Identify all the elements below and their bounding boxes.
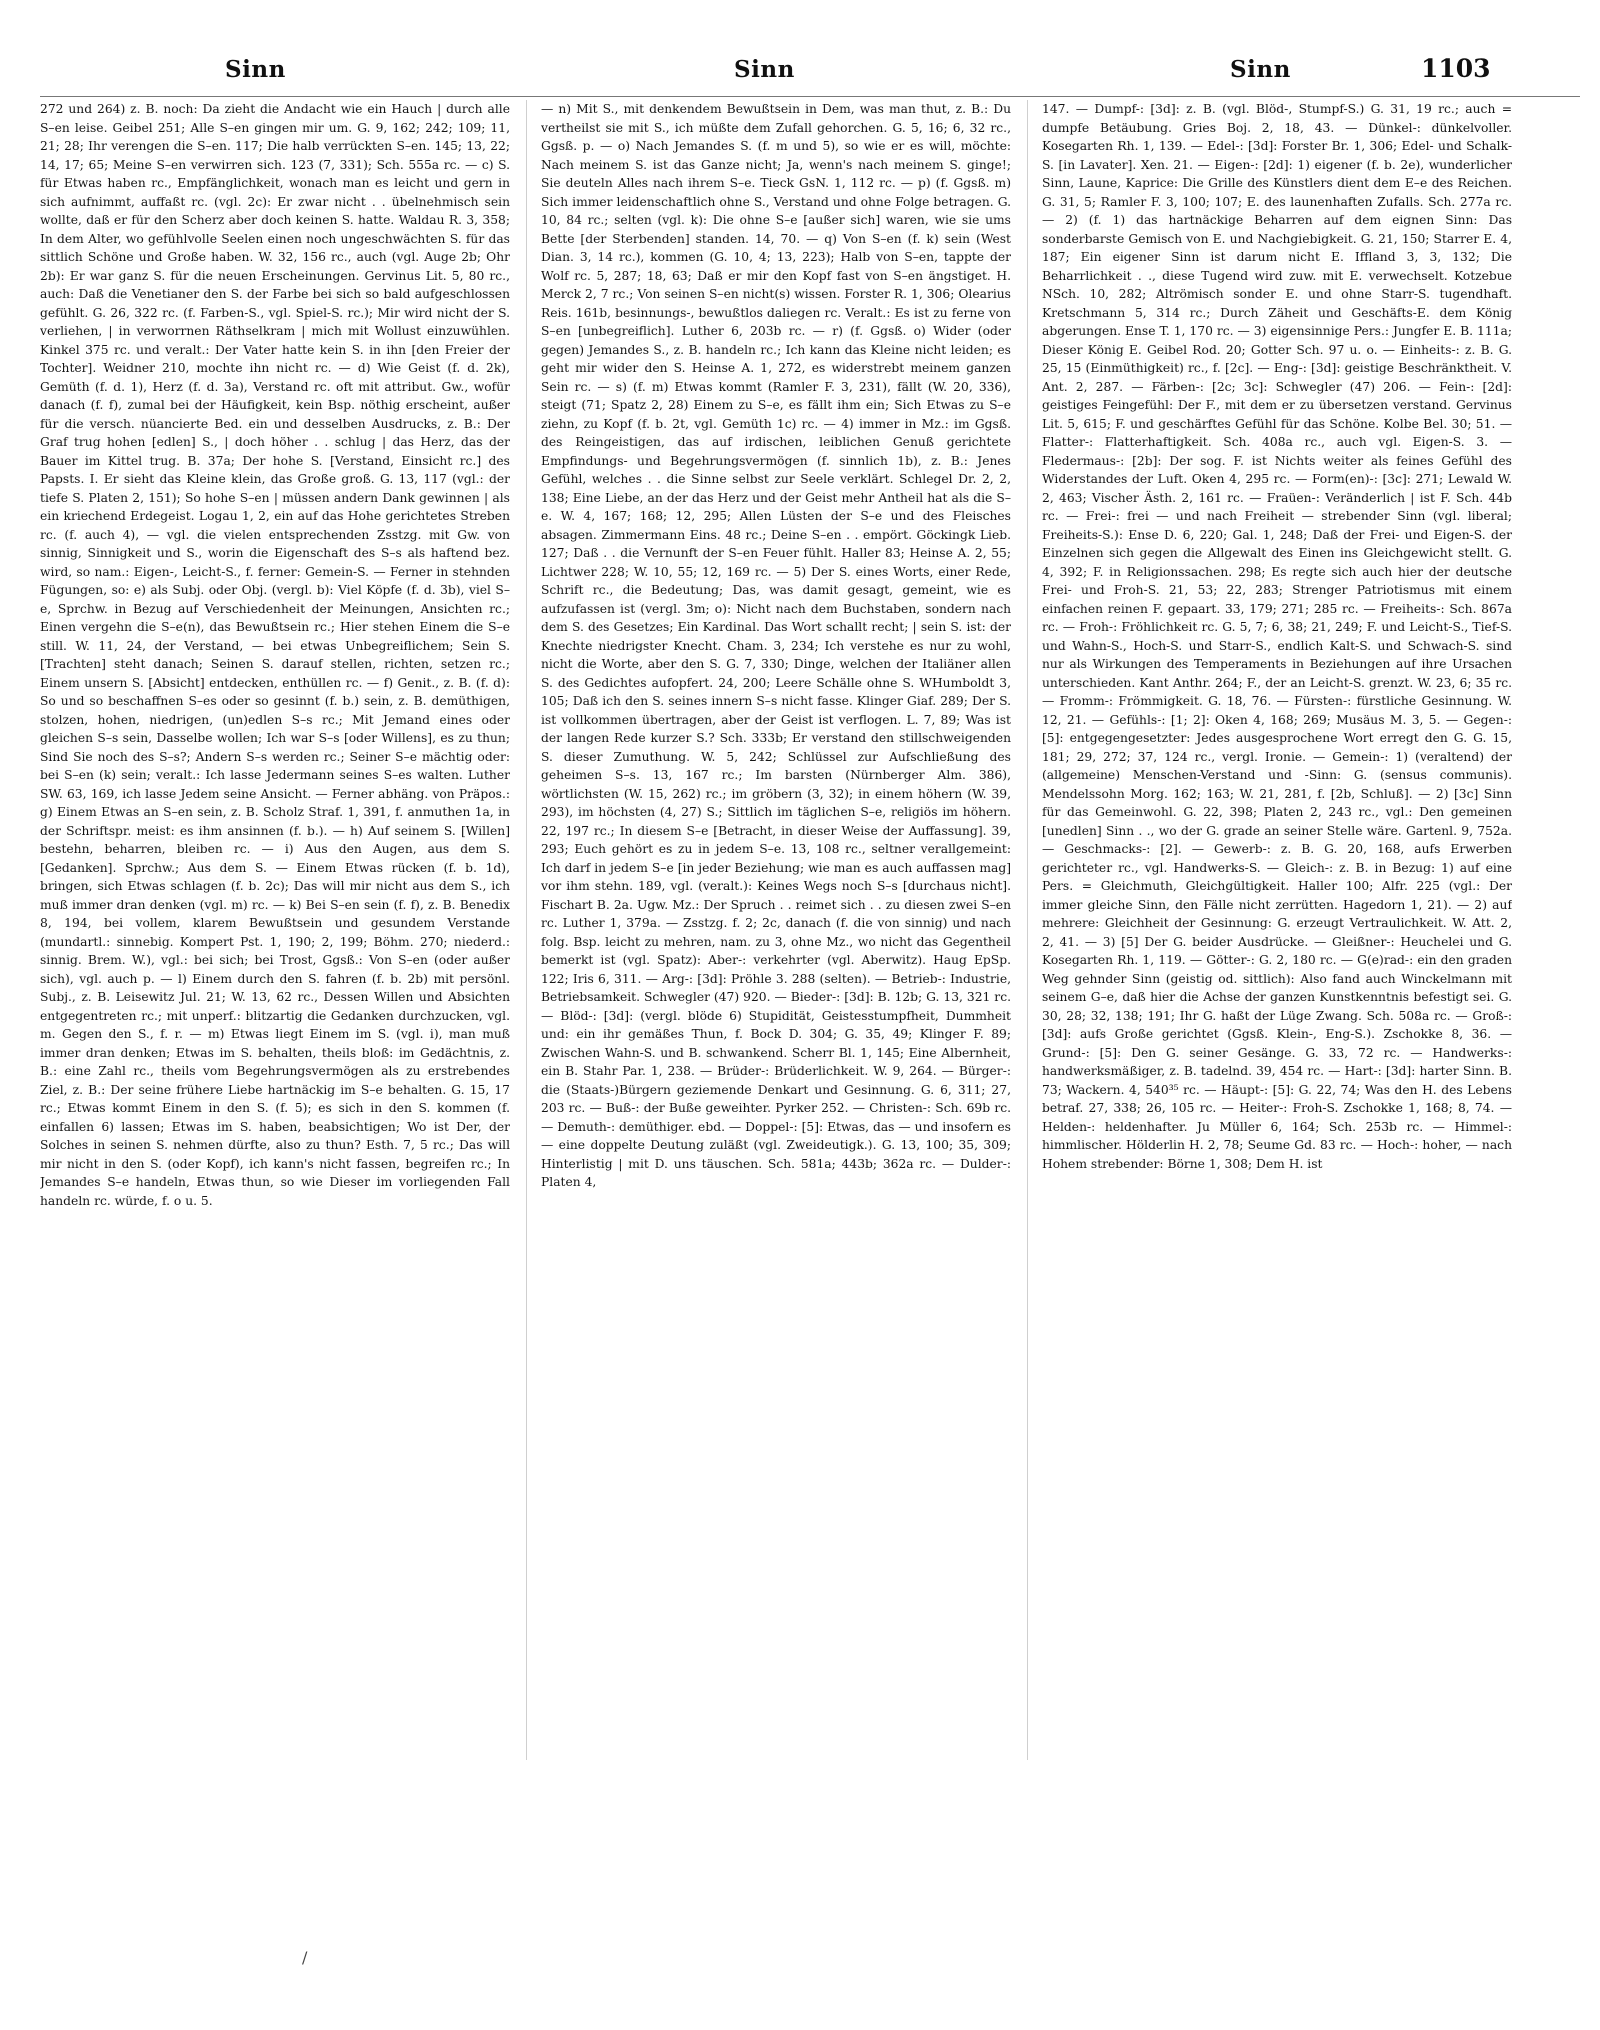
running-head-left: Sinn [225,56,286,83]
column-3-text: 147. — Dumpf-: [3d]: z. B. (vgl. Blöd-, Stumpf-S.) G. 31, 19 rc.; auch = dumpfe Betäubung. Gries Boj. 2, 18, 43. — Dünkel-: dünkelvoller. Kosegarten Rh. 1, 139. — Edel-: [3d]: Forster Br. 1, 306; Edel- und Schalk-S. [in Lavater]. Xen. 21. — Eigen-: [2d]: 1) eigener (f. b. 2e), wunderlicher Sinn, Laune, Kaprice: Die Grille des Künstlers dient dem E–e des Reichen. G. 31, 5; Ramler F. 3, 100; 107; E. des launenhaften Zufalls. Sch. 277a rc. — 2) (f. 1) das hartnäckige Beharren auf dem eignen Sinn: Das sonderbarste Gemisch von E. und Nachgiebigkeit. G. 21, 150; Starrer E. 4, 187; Ein eigener Sinn ist darum nicht E. Iffland 3, 3, 132; Die Beharrlichkeit . ., diese Tugend wird zuw. mit E. verwechselt. Kotzebue NSch. 10, 282; Altrömisch sonder E. und ohne Starr-S. tugendhaft. Kretschmann 5, 314 rc.; Durch Zäheit und Geschäfts-E. dem König abgerungen. Ense T. 1, 170 rc. — 3) eigensinnige Pers.: Jungfer E. B. 111a; Dieser König E. Geibel Rod. 20; Gotter Sch. 97 u. o. — Einheits-: z. B. G. 25, 15 (Einmüthigkeit) rc., f. [2c]. — Eng-: [3d]: geistige Beschränktheit. V. Ant. 2, 287. — Färben-: [2c; 3c]: Schwegler (47) 206. — Fein-: [2d]: geistiges Feingefühl: Der F., mit dem er zu übersetzen verstand. Gervinus Lit. 5, 615; F. und geschärftes Gefühl für das Schöne. Kolbe Bel. 30; 51. — Flatter-: Flatterhaftigkeit. Sch. 408a rc., auch vgl. Eigen-S. 3. — Fledermaus-: [2b]: Der sog. F. ist Nichts weiter als feines Gefühl des Widerstandes der Luft. Oken 4, 295 rc. — Form(en)-: [3c]: 271; Lewald W. 2, 463; Vischer Ästh. 2, 161 rc. — Fraüen-: Veränderlich | ist F. Sch. 44b rc. — Frei-: frei — und nach Freiheit — strebender Sinn (vgl. liberal; Freiheits-S.): Ense D. 6, 220; Gal. 1, 248; Daß der Frei- und Eigen-S. der Einzelnen sich gegen die Allgewalt des Einen ins Gleichgewicht stellt. G. 4, 392; F. in Religionssachen. 298; Es regte sich auch hier der deutsche Frei- und Froh-S. 21, 53; 22, 283; Strenger Patriotismus mit einem einfachen reinen F. gepaart. 33, 179; 271; 285 rc. — Freiheits-: Sch. 867a rc. — Froh-: Fröhlichkeit rc. G. 5, 7; 6, 38; 21, 249; F. und Leicht-S., Tief-S. und Wahn-S., Hoch-S. und Starr-S., endlich Kalt-S. und Schwach-S. sind nur als Wirkungen des Temperaments in Beziehungen auf ihre Ursachen unterschieden. Kant Anthr. 264; F., der an Leicht-S. grenzt. W. 23, 6; 35 rc. — Fromm-: Frömmigkeit. G. 18, 76. — Fürsten-: fürstliche Gesinnung. W. 12, 21. — Gefühls-: [1; 2]: Oken 4, 168; 269; Musäus M. 3, 5. — Gegen-: [5]: entgegengesetzter: Jedes ausgesprochene Wort erregt den G. G. 15, 181; 29, 272; 37, 124 rc., vergl. Ironie. — Gemein-: 1) (veraltend) der (allgemeine) Menschen-Verstand und -Sinn: G. (sensus communis). Mendelssohn Morg. 162; 163; W. 21, 281, f. [2b, Schluß]. — 2) [3c] Sinn für das Gemeinwohl. G. 22, 398; Platen 2, 243 rc., vgl.: Den gemeinen [unedlen] Sinn . ., wo der G. grade an seiner Stelle wäre. Gartenl. 9, 752a. — Geschmacks-: [2]. — Gewerb-: z. B. G. 20, 168, aufs Erwerben gerichteter rc., vgl. Handwerks-S. — Gleich-: z. B. in Bezug: 1) auf eine Pers. = Gleichmuth, Gleichgültigkeit. Haller 100; Alfr. 225 (vgl.: Der immer gleiche Sinn, den Fälle nicht zerrütten. Hagedorn 1, 21). — 2) auf mehrere: Gleichheit der Gesinnung: G. erzeugt Vertraulichkeit. W. Att. 2, 2, 41. — 3) [5] Der G. beider Ausdrücke. — Gleißner-: Heuchelei und G. Kosegarten Rh. 1, 119. — Götter-: G. 2, 180 rc. — G(e)rad-: ein den graden Weg gehnder Sinn (geistig od. sittlich): Also fand auch Winckelmann mit seinem G–e, daß hier die Achse der ganzen Kunstkenntnis befestigt sei. G. 30, 28; 32, 138; 191; Ihr G. haßt der Lüge Zwang. Sch. 508a rc. — Groß-: [3d]: aufs Große gerichtet (Ggsß. Klein-, Eng-S.). Zschokke 8, 36. — Grund-: [5]: Den G. seiner Gesänge. G. 33, 72 rc. — Handwerks-: handwerksmäßiger, z. B. tadelnd. 39, 454 rc. — Hart-: [3d]: harter Sinn. B. 73; Wackern. 4, 540³⁵ rc. — Häupt-: [5]: G. 22, 74; Was den H. des Lebens betraf. 27, 338; 26, 105 rc. — Heiter-: Froh-S. Zschokke 1, 168; 8, 74. — Helden-: heldenhafter. Ju Müller 6, 164; Sch. 253b rc. — Himmel-: himmlischer. Hölderlin H. 2, 78; Seume Gd. 83 rc. — Hoch-: hoher, — nach Hohem strebender: Börne 1, 308; Dem H. ist [1042,102,1512,1171]
header-rule [40,96,1580,97]
text-column-2 [541,100,1011,1760]
print-mark: / [302,1948,308,1967]
column-2-text: — n) Mit S., mit denkendem Bewußtsein in Dem, was man thut, z. B.: Du vertheilst sie mit S., ich müßte dem Zufall gehorchen. G. 5, 16; 6, 32 rc., Ggsß. p. — o) Nach Jemandes S. (f. m und 5), so wie er es will, möchte: Nach meinem S. ist das Ganze nicht; Ja, wenn's nach meinem S. ginge!; Sie deuteln Alles nach ihrem S–e. Tieck GsN. 1, 112 rc. — p) (f. Ggsß. m) Sich immer leidenschaftlich ohne S., Verstand und ohne Folge betragen. G. 10, 84 rc.; selten (vgl. k): Die ohne S–e [außer sich] waren, wie sie ums Bette [der Sterbenden] standen. 14, 70. — q) Von S–en (f. k) sein (West Dian. 3, 14 rc.), kommen (G. 10, 4; 13, 223); Halb von S–en, tappte der Wolf rc. 5, 287; 18, 63; Daß er mir den Kopf fast von S–en ängstiget. H. Merck 2, 7 rc.; Von seinen S–en nicht(s) wissen. Forster R. 1, 306; Olearius Reis. 161b, besinnungs-, bewußtlos daliegen rc. Veralt.: Es ist zu ferne von S–en [unbegreiflich]. Luther 6, 203b rc. — r) (f. Ggsß. o) Wider (oder gegen) Jemandes S., z. B. handeln rc.; Ich kann das Kleine nicht leiden; es geht mir wider den S. Heinse A. 1, 272, es widerstrebt meinem ganzen Sein rc. — s) (f. m) Etwas kommt (Ramler F. 3, 231), fällt (W. 20, 336), steigt (71; Spatz 2, 28) Einem zu S–e, es fällt ihm ein; Sich Etwas zu S–e ziehn, zu Kopf (f. b. 2t, vgl. Gemüth 1c) rc. — 4) immer in Mz.: im Ggsß. des Reingeistigen, das auf irdischen, leiblichen Genuß gerichtete Empfindungs- und Begehrungsvermögen (f. sinnlich 1b), z. B.: Jenes Gefühl, welches . . die Sinne selbst zur Seele verklärt. Schlegel Dr. 2, 2, 138; Eine Liebe, an der das Herz und der Geist mehr Antheil hat als die S–e. W. 4, 167; 168; 12, 295; Allen Lüsten der S–e und des Fleisches absagen. Zimmermann Eins. 48 rc.; Deine S–en . . empört. Göckingk Lieb. 127; Daß . . die Vernunft der S–en Feuer fühlt. Haller 83; Heinse A. 2, 55; Lichtwer 228; W. 10, 55; 12, 169 rc. — 5) Der S. eines Worts, einer Rede, Schrift rc., die Bedeutung; Das, was damit gesagt, gemeint, wie es aufzufassen ist (vergl. 3m; o): Nicht nach dem Buchstaben, sondern nach dem S. des Gesetzes; Ein Kardinal. Das Wort schallt recht; | sein S. ist: der Knechte niedrigster Knecht. Cham. 3, 234; Ich verstehe es nur zu wohl, nicht die Worte, aber den S. G. 7, 330; Dinge, welchen der Italiäner allen S. des Gedichtes aufopfert. 24, 200; Leere Schälle ohne S. WHumboldt 3, 105; Daß ich den S. seines innern S–s nicht fasse. Klinger Giaf. 289; Der S. ist vollkommen übertragen, aber der Geist ist verflogen. L. 7, 89; Was ist der langen Rede kurzer S.? Sch. 333b; Er verstand den stillschweigenden S. dieser Zumuthung. W. 5, 242; Schlüssel zur Aufschließung des geheimen S–s. 13, 167 rc.; Im barsten (Nürnberger Alm. 386), wörtlichsten (W. 15, 262) rc.; im gröbern (3, 32); in einem höhern (W. 39, 293), im höchsten (4, 27) S.; Sittlich im täglichen S–e, religiös im höhern. 22, 197 rc.; In diesem S–e [Betracht, in dieser Weise der Auffassung]. 39, 293; Euch gehört es zu in jedem S–e. 13, 108 rc., seltner verallgemeint: Ich darf in jedem S–e [in jeder Beziehung; wie man es auch auffassen mag] vor ihm stehn. 189, vgl. (veralt.): Keines Wegs noch S–s [durchaus nicht]. Fischart B. 2a. Ugw. Mz.: Der Spruch . . reimet sich . . zu diesen zwei S–en rc. Luther 1, 379a. — Zsstzg. f. 2; 2c, danach (f. die von sinnig) und nach folg. Bsp. leicht zu mehren, nam. zu 3, ohne Mz., wo nicht das Gegentheil bemerkt ist (vgl. Spatz): Aber-: verkehrter (vgl. Aberwitz). Haug EpSp. 122; Iris 6, 311. — Arg-: [3d]: Pröhle 3. 288 (selten). — Betrieb-: Industrie, Betriebsamkeit. Schwegler (47) 920. — Bieder-: [3d]: B. 12b; G. 13, 321 rc. — Blöd-: [3d]: (vergl. blöde 6) Stupidität, Geistesstumpfheit, Dummheit und: ein ihr gemäßes Thun, f. Bock D. 304; G. 35, 49; Klinger F. 89; Zwischen Wahn-S. und B. schwankend. Scherr Bl. 1, 145; Eine Albernheit, ein B. Stahr Par. 1, 238. — Brüder-: Brüderlichkeit. W. 9, 264. — Bürger-: die (Staats-)Bürgern geziemende Denkart und Gesinnung. G. 6, 311; 27, 203 rc. — Buß-: der Buße geweihter. Pyrker 252. — Christen-: Sch. 69b rc. — Demuth-: demüthiger. ebd. — Doppel-: [5]: Etwas, das — und insofern es — eine doppelte Deutung zuläßt (vgl. Zweideutigk.). G. 13, 100; 35, 309; Hinterlistig | mit D. uns täuschen. Sch. 581a; 443b; 362a rc. — Dulder-: Platen 4, [541,102,1011,1189]
column-1-text: 272 und 264) z. B. noch: Da zieht die Andacht wie ein Hauch | durch alle S–en leise. Geibel 251; Alle S–en gingen mir um. G. 9, 162; 242; 109; 11, 21; 28; Ihr verengen die S–en. 117; Die halb verrückten S–en. 145; 13, 22; 14, 17; 65; Meine S–en verwirren sich. 123 (7, 331); Sch. 555a rc. — c) S. für Etwas haben rc., Empfänglichkeit, wonach man es leicht und gern in sich aufnimmt, auffaßt rc. (vgl. 2c): Er zwar nicht . . übelnehmisch sein wollte, daß er für den Scherz aber doch keinen S. hatte. Waldau R. 3, 358; In dem Alter, wo gefühlvolle Seelen einen noch ungeschwächten S. für das sittlich Schöne und Große haben. W. 32, 156 rc., auch (vgl. Auge 2b; Ohr 2b): Er war ganz S. für die neuen Erscheinungen. Gervinus Lit. 5, 80 rc., auch: Daß die Venetianer den S. der Farbe bei sich so bald aufgeschlossen gefühlt. G. 26, 322 rc. (f. Farben-S., vgl. Spiel-S. rc.); Mir wird nicht der S. verliehen, | in verworrnen Räthselkram | mich mit Wollust einzuwühlen. Kinkel 375 rc. und veralt.: Der Vater hatte kein S. in ihn [den Freier der Tochter]. Weidner 210, mochte ihn nicht rc. — d) Wie Geist (f. d. 2k), Gemüth (f. d. 1), Herz (f. d. 3a), Verstand rc. oft mit attribut. Gw., wofür danach (f. f), zumal bei der Häufigkeit, kein Bsp. nöthig erscheint, außer für die versch. nüancierte Bed. ein und desselben Ausdrucks, z. B.: Der Graf trug hohen [edlen] S., | doch höher . . schlug | das Herz, das der Bauer im Kittel trug. B. 37a; Der hohe S. [Verstand, Einsicht rc.] des Papsts. I. Er sieht das Kleine klein, das Große groß. G. 13, 117 (vgl.: der tiefe S. Platen 2, 151); So hohe S–en | müssen andern Dank gewinnen | als ein kriechend Erdegeist. Logau 1, 2, ein auf das Hohe gerichtetes Streben rc. (f. auch 4), — vgl. die vielen entsprechenden Zsstzg. mit Gw. von sinnig, Sinnigkeit und S., worin die Eigenschaft des S–s als haftend bez. wird, so nam.: Eigen-, Leicht-S., f. ferner: Gemein-S. — Ferner in stehnden Fügungen, so: e) als Subj. oder Obj. (vergl. b): Viel Köpfe (f. d. 3b), viel S–e, Sprchw. in Bezug auf Verschiedenheit der Meinungen, Ansichten rc.; Einen vergehn die S–e(n), das Bewußtsein rc.; Hier stehen Einem die S–e still. W. 11, 24, der Verstand, — bei etwas Unbegreiflichem; Sein S. [Trachten] steht danach; Seinen S. darauf stellen, richten, setzen rc.; Einem unsern S. [Absicht] entdecken, enthüllen rc. — f) Genit., z. B. (f. d): So und so beschaffnen S–es oder so gesinnt (f. b.) sein, z. B. demüthigen, stolzen, hohen, niedrigen, (un)edlen S–s rc.; Mit Jemand eines oder gleichen S–s sein, Dasselbe wollen; Ich war S–s [oder Willens], es zu thun; Sind Sie noch des S–s?; Andern S–s werden rc.; Seiner S–e mächtig oder: bei S–en (k) sein; veralt.: Ich lasse Jedermann seines S–es walten. Luther SW. 63, 169, ich lasse Jedem seine Ansicht. — Ferner abhäng. von Präpos.: g) Einem Etwas an S–en sein, z. B. Scholz Straf. 1, 391, f. anmuthen 1a, in der Schriftspr. meist: es ihm ansinnen (f. b.). — h) Auf seinem S. [Willen] bestehn, beharren, bleiben rc. — i) Aus den Augen, aus dem S. [Gedanken]. Sprchw.; Aus dem S. — Einem Etwas rücken (f. b. 1d), bringen, sich Etwas schlagen (f. b. 2c); Das will mir nicht aus dem S., ich muß immer dran denken (vgl. m) rc. — k) Bei S–en sein (f. f), z. B. Benedix 8, 194, bei vollem, klarem Bewußtsein und gesundem Verstande (mundartl.: sinnebig. Kompert Pst. 1, 190; 2, 199; Böhm. 270; niederd.: sinnig. Brem. W.), vgl.: bei sich; bei Trost, Ggsß.: Von S–en (oder außer sich), vgl. auch p. — l) Einem durch den S. fahren (f. b. 2b) mit persönl. Subj., z. B. Leisewitz Jul. 21; W. 13, 62 rc., Dessen Willen und Absichten entgegentreten rc.; mit unperf.: blitzartig die Gedanken durchzucken, vgl. m. Gegen den S., f. r. — m) Etwas liegt Einem im S. (vgl. i), man muß immer dran denken; Etwas im S. behalten, theils bloß: im Gedächtnis, z. B.: eine Zahl rc., theils vom Begehrungsvermögen als zu erstrebendes Ziel, z. B.: Der seine frühere Liebe hartnäckig im S–e behalten. G. 15, 17 rc.; Etwas kommt Einem in den S. (f. 5); es sich in den S. kommen (f. einfallen 6) lassen; Etwas im S. haben, beabsichtigen; Wo ist Der, der Solches in seinen S. nehmen dürfte, also zu thun? Esth. 7, 5 rc.; Das will mir nicht in den S. (oder Kopf), ich kann's nicht fassen, begreifen rc.; In Jemandes S–e handeln, Etwas thun, so wie Dieser im vorliegenden Fall handeln rc. würde, f. o u. 5. [40,102,510,1208]
running-head-center: Sinn [734,56,795,83]
column-divider [1027,100,1028,1760]
text-column-3 [1042,100,1512,1760]
page-number: 1103 [1421,54,1491,83]
text-column-1 [40,100,510,1760]
running-head-right: Sinn [1230,56,1291,83]
column-divider [526,100,527,1760]
